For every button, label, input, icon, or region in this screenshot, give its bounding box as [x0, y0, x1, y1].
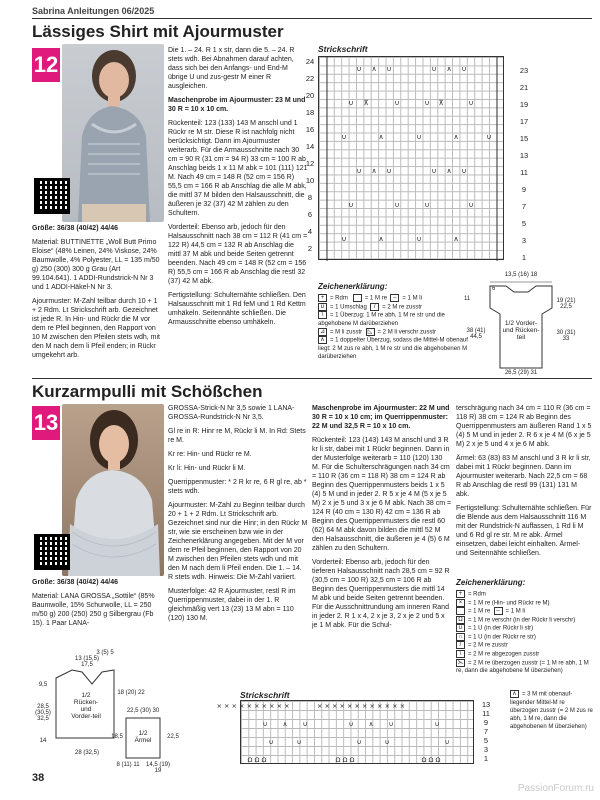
yarn-over-purl-icon: ∪ — [456, 624, 465, 632]
pattern13-number-badge: 13 — [32, 406, 60, 440]
svg-text:∪: ∪ — [416, 235, 422, 243]
svg-text:∪: ∪ — [468, 201, 474, 209]
svg-text:∪: ∪ — [434, 720, 440, 728]
svg-text:∪: ∪ — [444, 738, 450, 746]
pattern12-chart-label: Strickschrift — [318, 44, 368, 54]
pattern12-size: Größe: 36/38 (40/42) 44/46 — [32, 225, 118, 232]
svg-text:∧: ∧ — [453, 235, 459, 243]
svg-text:∧: ∧ — [378, 235, 384, 243]
pattern13-querrippen: Querrippenmuster: * 2 R kr re, 6 R gl re, ab * stets wdh. — [168, 479, 307, 495]
pattern13-kr-li: Kr li: Hin- und Rückr li M. — [168, 465, 246, 472]
svg-text:∪: ∪ — [416, 133, 422, 141]
k2tog-icon: / — [456, 641, 465, 649]
purl-icon: – — [390, 294, 399, 302]
pattern13-legend-title: Zeichenerklärung: — [456, 578, 526, 587]
pattern13-material: Material: LANA GROSSA „Sottile“ (85% Baumwolle, 15% Schurwolle, LL = 250 m/50 g) 200 (250) 250 g Silbergrau (Fb 15). 1 Paar LANA- — [32, 593, 155, 627]
svg-text:∧: ∧ — [371, 167, 377, 175]
svg-text:∧: ∧ — [368, 720, 374, 728]
svg-text:∪: ∪ — [486, 133, 492, 141]
svg-text:∪: ∪ — [348, 720, 354, 728]
svg-text:∪: ∪ — [386, 65, 392, 73]
pattern12-legend: + = Rdm = 1 M re – = 1 M li ∪ = 1 Umschlag / = 2 M re zusstr \ = 1 Überzug: 1 M re abh, 1 M re str und die abgehobene M darüberziehen ⊿ = M li zusstr ◺ = 2 M li verschr zusstr ∧ = 1 doppelter Überzug, sodass die Mittel-M obenauf liegt: 2 M zus re abh, 1 M re str und die abgehobenen M darüberziehen — [318, 295, 468, 360]
knit-icon — [456, 607, 465, 615]
knit-icon — [353, 294, 362, 302]
pattern12-ajourmuster: Ajourmuster: M-Zahl teilbar durch 10 + 1 + 2 Rdm. Lt Strickschrift arb. Gezeichnet ist jede R. In Hin- und Rückr die M vor dem re Pfeil beginnen, den Rapport von 10 M zwischen den Pfeilen stets wdh, mit den M nach dem li Pfeil enden; in Rückr umgekehrt arb. — [32, 298, 161, 359]
svg-text:× × × × × × × × × × × ×: × × × × × × × × × × × × — [316, 702, 406, 710]
svg-text:∪: ∪ — [348, 201, 354, 209]
svg-text:∧: ∧ — [378, 133, 384, 141]
purl-icon: – — [494, 607, 503, 615]
svg-text:∧: ∧ — [453, 133, 459, 141]
svg-text:∪: ∪ — [356, 738, 362, 746]
svg-text:∪: ∪ — [348, 99, 354, 107]
pattern13-legend-cdd: ∧ = 3 M mit obenauf-liegender Mittel-M re überzogen zusstr (= 2 M zus re abh, 1 M re, dann die abgehobenen M überziehen) — [510, 691, 593, 730]
p2tog-icon: ⊿ — [319, 328, 326, 335]
pattern13-legend: + = Rdm × = 1 M re (Hin- und Rückr re M) = 1 M re – = 1 M li Ω = 1 M re verschr (in der Rückr li verschr) ∪ = 1 U (in der Rückr li str) ∩ = 1 U (in der Rückr re str) / = 2 M re zusstr \ = 2 M re abgezogen zusstr ⋋ = 2 M re überzogen zusstr (= 1 M re abh, 1 M re, dann die abgehobene M überziehen) — [456, 591, 589, 675]
skp-icon: ⋋ — [457, 659, 464, 666]
pattern13-musterfolge: Musterfolge: 42 R Ajourmuster, restl R im Querrippenmuster, dabei in der 1. R gleichmäßig vert 13 (23) 13 M abn = 110 (120) 130 M. — [168, 588, 296, 622]
svg-text:Ω Ω Ω: Ω Ω Ω — [335, 756, 355, 764]
pattern13-sleeve-schematic: 22,5 (30) 30 18,5 22,5 1/2 Ärmel 8 (11) 11 14,5 (19) 19 — [111, 708, 179, 774]
cdd-icon: ∧ — [318, 336, 327, 344]
pattern12-schematic: 13,5 (16) 18 6 11 19 (21) 22,5 30 (31) 33 38 (41) 44,5 1/2 Vorder- und Rücken-teil 26,5 (29) 31 — [464, 272, 576, 376]
knit-tbl-icon: Ω — [456, 616, 465, 624]
svg-text:∪: ∪ — [394, 201, 400, 209]
pattern13-vorderteil: Vorderteil: Ebenso arb, jedoch für den tieferen Halsausschnitt nach 28,5 cm = 92 R (30,5 cm = 100 R) 32,5 cm = 106 R ab Beginn des Querrippenmusters die mittl 14 M abk und beide Seiten getrennt beenden. Für die Ausschnittrundung am inneren Rand in jeder 2. R 1 x 4, 2 x je 3, 2 x je 2 und 5 x je 1 M abk. Für die Schul- — [312, 559, 450, 629]
pattern12-fertigstellung: Fertigstellung: Schulternähte schließen. Den Halsausschnitt mit 1 Rd feM und 1 Rd Kettm umhäkeln. Seitennähte schließen. Die Armausschnitte ebenso umhäkeln. — [168, 292, 306, 326]
ssk-icon: \ — [456, 650, 465, 658]
pattern12-material: Material: BUTTINETTE „Woll Butt Primo Eloise“ (48% Leinen, 24% Viskose, 24% Baumwolle, 4% Polyester, LL = 135 m/50 g) 250 (300) 300 g Grau (Art 99.104.641). 1 ADDI-Rundstrick-N Nr 3 und 1 ADDI-Häkel-N Nr 3. — [32, 239, 160, 291]
pattern13-size: Größe: 36/38 (40/42) 44/46 — [32, 579, 118, 586]
pattern13-gl-re: Gl re in R: Hinr re M, Rückr li M. In Rd: Stets re M. — [168, 428, 306, 444]
pattern13-chart-label: Strickschrift — [240, 690, 290, 700]
svg-text:∧: ∧ — [282, 720, 288, 728]
pattern13-ajourmuster: Ajourmuster: M-Zahl zu Beginn teilbar durch 20 + 1 + 2 Rdm. Lt Strickschrift arb. Gezeichnet sind nur die Hinr; in den Rückr M str, wie sie erscheinen bzw wie in der Zeichenerklärung angegeben. Mit der M vor dem re Pfeil beginnen, den Rapport von 20 M zwischen den Pfeilen stets wdh und mit den M nach dem li Pfeil enden. Die 1. – 14. R stets wdh. Hinweis: Die M-Zahl variiert. — [168, 502, 308, 581]
pattern13-schulter-text: terschrägung nach 34 cm = 110 R (36 cm = 118 R) 38 cm = 124 R ab Beginn des Querrippenmusters am äußeren Rand 1 x 5 (4) 5 M und in jeder 2. R 6 x je 4 M (6 x je 5 M) 2 x je 5 und 4 x je 6 M abk. — [456, 405, 592, 448]
yarn-over-knit-icon: ∩ — [456, 633, 465, 641]
svg-text:Ω Ω Ω: Ω Ω Ω — [421, 756, 441, 764]
svg-text:∧: ∧ — [446, 167, 452, 175]
yarn-over-icon: ∪ — [318, 303, 327, 311]
svg-text:∪: ∪ — [386, 167, 392, 175]
p2tog-tbl-icon: ◺ — [366, 328, 375, 336]
skp-icon: \ — [318, 311, 327, 319]
pattern12-qr-code[interactable] — [34, 178, 70, 214]
pattern13-body-schematic: 3 (5) 5 13 (15,5) 17,5 9,5 28,5 (30,5) 32,5 18 (20) 22 1/2 Rücken- und Vorder-teil 14 28 (32,5) — [35, 650, 145, 756]
svg-text:∪: ∪ — [356, 167, 362, 175]
section-divider — [32, 378, 592, 379]
svg-text:∪: ∪ — [268, 738, 274, 746]
pattern12-vorderteil: Vorderteil: Ebenso arb, jedoch für den Halsausschnitt nach 38 cm = 112 R (41 cm = 122 R) 44,5 cm = 132 R ab Anschlag die mittl 37 M abk und beide Seiten getrennt beenden. Nach 49 cm = 148 R (52 cm = 156 R) 55,5 cm = 166 R ab Anschlag die restl 32 (37) 42 M abk. — [168, 224, 308, 285]
svg-text:∪: ∪ — [341, 235, 347, 243]
pattern12-maschenprobe: Maschenprobe im Ajourmuster: 23 M und 30 R = 10 x 10 cm. — [168, 97, 306, 113]
pattern12-intro-text: Die 1. – 24. R 1 x str, dann die 5. – 24. R stets wdh. Bei Abnahmen darauf achten, dass sich bei den Anfangs- und End-M übrige U und zus-gestr M einer R ausgleichen. — [168, 47, 295, 90]
svg-text:∪: ∪ — [341, 133, 347, 141]
pattern12-title: Lässiges Shirt mit Ajourmuster — [32, 22, 284, 41]
svg-text:∧: ∧ — [371, 65, 377, 73]
svg-text:∪: ∪ — [424, 99, 430, 107]
pattern13-knitting-chart — [216, 700, 474, 764]
svg-text:∪: ∪ — [468, 99, 474, 107]
svg-text:∪: ∪ — [424, 201, 430, 209]
k2tog-icon: / — [370, 303, 379, 311]
header-rule — [32, 18, 592, 19]
pattern12-rueckenteil: Rückenteil: 123 (133) 143 M anschl und 1 Rückr re M str. Diese R ist nachfolg nicht berücksichtigt. Dann im Ajourmuster weiterarb. Für die Armausschnitte nach 30 cm = 90 R (31 cm = 94 R) 33 cm = 100 R ab Anschlag beids 1 x 11 M abk = 101 (111) 121 M. Nach 49 cm = 148 R (52 cm = 156 R) 55,5 cm = 166 R ab Anschlag die alle M abk, die mittl 37 M bilden den Halsausschnitt, die äußeren je 32 (37) 42 M zählen zu den Schultern. — [168, 120, 308, 217]
pattern13-rueckenteil: Rückenteil: 123 (143) 143 M anschl und 3 R kr li str, dabei mit 1 Rückr beginnen. Dann in der Musterfolge weiterarb = 110 (120) 130 M. Für die Schulterschrägungen nach 34 cm = 110 R (36 cm = 118 R) 38 cm = 124 R ab Beginn des Querrippenmusters beids 1 x 5 (4) 5 M und in jeder 2. R 5 x je 4 M (5 x je 5 M) 2 x je 5 und 3 x je 6 M abk. Nach 38 cm = 124 R (40 cm = 130 R) 42 cm = 136 R ab Beginn des Querrippenmusters die restl 60 (62) 64 M abk davon bilden die mittl 52 M den Halsausschnitt, die äußeren je 4 (5) 6 M zählen zu den Schultern. — [312, 437, 452, 552]
svg-text:∪: ∪ — [394, 99, 400, 107]
svg-text:∪: ∪ — [302, 720, 308, 728]
edge-stitch-icon: + — [456, 590, 465, 598]
pattern13-aermel: Ärmel: 63 (83) 83 M anschl und 3 R kr li str, dabei mit 1 Rückr beginnen. Dann im Ajourmuster weiterarb. Nach 22,5 cm = 68 R ab Anschlag die restl 99 (131) 131 M abk. — [456, 455, 591, 498]
svg-text:∧: ∧ — [446, 65, 452, 73]
garter-icon: × — [456, 599, 465, 607]
pattern13-title: Kurzarmpulli mit Schößchen — [32, 382, 263, 401]
svg-text:⊼: ⊼ — [363, 99, 369, 107]
svg-text:∪: ∪ — [461, 167, 467, 175]
svg-text:Ω Ω Ω: Ω Ω Ω — [247, 756, 267, 764]
magazine-header: Sabrina Anleitungen 06/2025 — [32, 6, 155, 16]
svg-text:× × × × × × × × × ×: × × × × × × × × × × — [216, 702, 290, 710]
pattern13-fertigstellung: Fertigstellung: Schulternähte schließen. Für die Blende aus dem Halsausschnitt 116 M mit der Rundstrick-N auffassen, 1 Rd li M und 6 Rd gl re str. M re abk. Ärmel einsetzen, dabei leicht einhalten. Ärmel- und Seitennähte schließen. — [456, 505, 592, 557]
pattern12-model-photo — [62, 44, 164, 222]
svg-text:∪: ∪ — [461, 65, 467, 73]
pattern12-legend-title: Zeichenerklärung: — [318, 282, 388, 291]
svg-text:∪: ∪ — [262, 720, 268, 728]
pattern12-knitting-chart — [318, 56, 504, 260]
svg-text:∪: ∪ — [431, 167, 437, 175]
pattern13-model-photo — [62, 404, 164, 576]
svg-text:∪: ∪ — [296, 738, 302, 746]
pattern12-number-badge: 12 — [32, 48, 60, 82]
page-number: 38 — [32, 772, 45, 784]
svg-text:∪: ∪ — [356, 65, 362, 73]
svg-text:∪: ∪ — [384, 738, 390, 746]
svg-text:∪: ∪ — [388, 720, 394, 728]
svg-text:⊼: ⊼ — [438, 99, 444, 107]
pattern13-qr-code[interactable] — [34, 534, 70, 570]
edge-stitch-icon: + — [318, 294, 327, 302]
pattern13-maschenprobe: Maschenprobe im Ajourmuster: 22 M und 30 R = 10 x 10 cm; im Querrippenmuster: 22 M und 32,5 R = 10 x 10 cm. — [312, 405, 450, 430]
svg-text:∪: ∪ — [431, 65, 437, 73]
cdd-icon: ∧ — [510, 690, 519, 698]
watermark: PassionForum.ru — [517, 783, 594, 794]
pattern13-kr-re: Kr re: Hin- und Rückr re M. — [168, 451, 252, 458]
pattern13-needles: GROSSA-Strick-N Nr 3,5 sowie 1 LANA-GROSSA-Rundstrick-N Nr 3,5. — [168, 405, 295, 421]
